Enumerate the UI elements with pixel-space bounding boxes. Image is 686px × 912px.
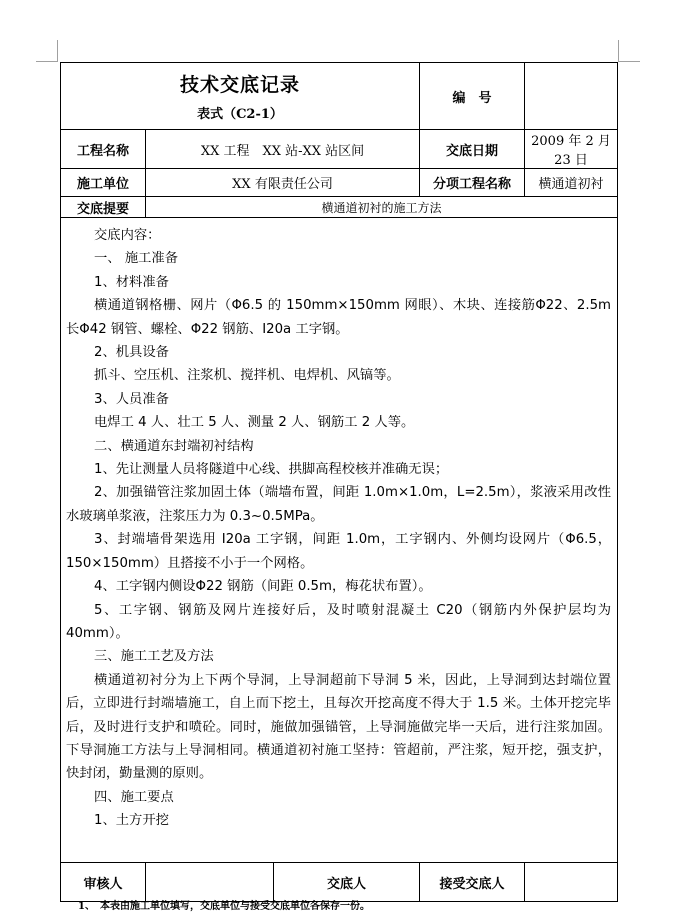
content-paragraph: 4、工字钢内侧设Φ22 钢筋（间距 0.5m，梅花状布置）。	[94, 579, 432, 595]
unit-value[interactable]: XX 有限责任公司	[146, 169, 420, 197]
project-name-value[interactable]: XX 工程 XX 站-XX 站区间	[146, 130, 420, 169]
content-paragraph: 横通道钢格栅、网片（Φ6.5 的 150mm×150mm 网眼）、木块、连接筋Φ22、2.5m 长Φ42 钢管、螺栓、Φ22 钢筋、I20a 工字钢。	[66, 298, 612, 337]
receiver-signature[interactable]	[525, 863, 618, 902]
unit-label: 施工单位	[61, 169, 146, 197]
content-paragraph: 2、加强锚管注浆加固土体（端墙布置，间距 1.0m×1.0m，L=2.5m），浆液采用改性水玻璃单浆液，注浆压力为 0.3~0.5MPa。	[66, 485, 612, 524]
disclosure-record-table	[60, 62, 618, 902]
summary-value[interactable]: 横通道初衬的施工方法	[146, 197, 618, 218]
sub-project-label: 分项工程名称	[420, 169, 525, 197]
crop-mark	[618, 40, 619, 62]
discloser-label: 交底人	[274, 863, 420, 902]
crop-mark	[36, 61, 58, 62]
content-paragraph: 3、封端墙骨架选用 I20a 工字钢，间距 1.0m，工字钢内、外侧均设网片（Φ6.5，150×150mm）且搭接不小于一个网格。	[66, 532, 612, 571]
content-paragraph: 一、 施工准备	[94, 251, 179, 267]
content-paragraph: 横通道初衬分为上下两个导洞，上导洞超前下导洞 5 米，因此，上导洞到达封端位置后，立即进行封端墙施工，自上而下挖土，且每次开挖高度不得大于 1.5 米。土体开挖完毕后，及时进行支护和喷砼。同时，施做加强锚管，上导洞施做完毕一天后，进行注浆加固。下导洞施工方法与上导洞相同。横通道初衬施工坚持：管超前，严注浆，短开挖，强支护，快封闭，勤量测的原则。	[66, 672, 612, 782]
number-value[interactable]	[525, 63, 618, 130]
content-paragraph: 四、施工要点	[94, 789, 174, 805]
content-paragraph: 2、机具设备	[94, 345, 169, 361]
content-paragraph: 3、人员准备	[94, 391, 169, 407]
content-paragraph: 交底内容：	[94, 228, 161, 243]
summary-label: 交底提要	[61, 197, 146, 218]
content-paragraph: 5、工字钢、钢筋及网片连接好后，及时喷射混凝土 C20（钢筋内外保护层均为 40mm）。	[66, 602, 612, 641]
disclosure-content	[61, 218, 618, 863]
content-paragraph: 1、土方开挖	[94, 813, 169, 829]
crop-mark	[57, 40, 58, 62]
crop-mark	[618, 61, 640, 62]
content-paragraph: 1、材料准备	[94, 274, 169, 290]
content-paragraph: 二、横通道东封端初衬结构	[94, 438, 254, 454]
reviewer-label: 审核人	[61, 863, 146, 902]
document-title: 技术交底记录	[180, 74, 301, 96]
header-title-cell	[61, 63, 420, 130]
sub-project-value[interactable]: 横通道初衬	[525, 169, 618, 197]
receiver-label: 接受交底人	[420, 863, 525, 902]
form-code: 表式（C2-1）	[197, 107, 283, 122]
content-paragraph: 电焊工 4 人、壮工 5 人、测量 2 人、钢筋工 2 人等。	[94, 415, 415, 431]
number-label: 编 号	[420, 63, 525, 130]
project-name-label: 工程名称	[61, 130, 146, 169]
date-label: 交底日期	[420, 130, 525, 169]
content-paragraph: 抓斗、空压机、注浆机、搅拌机、电焊机、风镐等。	[94, 368, 400, 384]
date-value[interactable]: 2009 年 2 月 23 日	[525, 130, 618, 169]
content-paragraph: 1、先让测量人员将隧道中心线、拱脚高程校核并准确无误；	[94, 462, 449, 478]
reviewer-signature[interactable]	[146, 863, 274, 902]
content-paragraph: 三、施工工艺及方法	[94, 649, 214, 665]
footnote: 1、 本表由施工单位填写，交底单位与接受交底单位各保存一份。	[78, 901, 370, 912]
